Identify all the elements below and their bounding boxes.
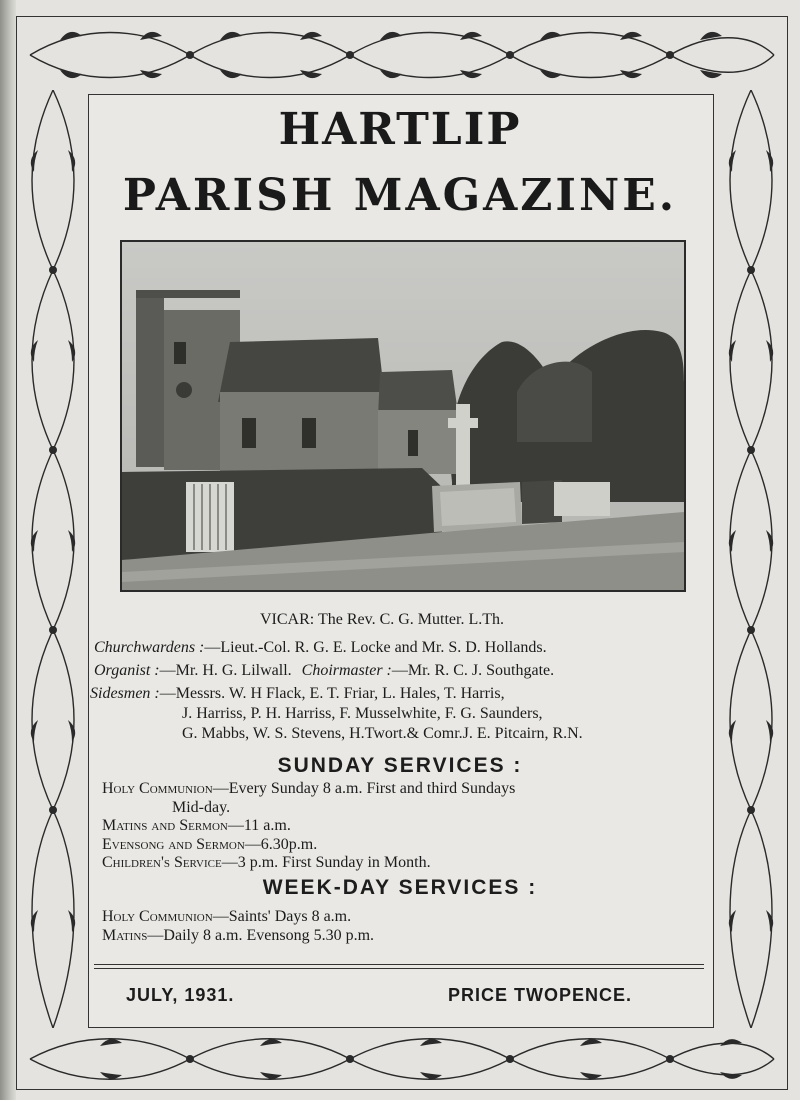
sunday-childrens-service xyxy=(102,854,702,873)
bottom-floral-border xyxy=(20,1028,784,1090)
organist-label: Organist : xyxy=(94,662,160,679)
parish-officers xyxy=(90,610,710,744)
church-photograph xyxy=(120,240,686,592)
choirmaster-name: —Mr. R. C. J. Southgate. xyxy=(391,662,555,679)
weekday-services-list xyxy=(102,908,702,945)
sunday-services-heading: SUNDAY SERVICES : xyxy=(277,754,523,777)
weekday-matins-times: —Daily 8 a.m. Evensong 5.30 p.m. xyxy=(147,926,375,944)
weekday-hc-label: Holy Communion xyxy=(102,908,213,925)
sunday-matins-time: —11 a.m. xyxy=(227,817,291,834)
sidesmen-names-1: —Messrs. W. H Flack, E. T. Friar, L. Hales, T. Harris, xyxy=(159,685,505,702)
page-binding-edge xyxy=(0,0,16,1100)
choirmaster-label: Choirmaster : xyxy=(301,662,392,679)
issue-date: JULY, 1931. xyxy=(126,985,235,1005)
vicar-label: VICAR: xyxy=(260,611,315,628)
sidesmen-line-1 xyxy=(90,684,710,704)
weekday-holy-communion xyxy=(102,908,702,927)
churchwardens-line xyxy=(94,638,710,658)
masthead-title-line1: HARTLIP xyxy=(278,104,522,155)
sunday-holy-communion xyxy=(102,780,702,799)
childrens-service-label: Children's Service xyxy=(102,854,222,871)
churchwardens-names: —Lieut.-Col. R. G. E. Locke and Mr. S. D. Hollands. xyxy=(204,639,547,656)
organist-line xyxy=(94,661,710,681)
price: PRICE TWOPENCE. xyxy=(448,985,633,1005)
sunday-hc-label: Holy Communion xyxy=(102,780,213,797)
top-floral-border xyxy=(20,20,784,90)
sunday-evensong-label: Evensong and Sermon xyxy=(102,835,245,853)
sunday-services-list xyxy=(102,780,702,873)
sunday-hc-times: —Every Sunday 8 a.m. First and third Sundays xyxy=(212,780,516,797)
weekday-services-heading: WEEK-DAY SERVICES : xyxy=(262,876,538,899)
weekday-matins xyxy=(102,927,702,946)
sunday-evensong xyxy=(102,836,702,855)
sunday-matins xyxy=(102,817,702,836)
organist-name: —Mr. H. G. Lilwall. xyxy=(159,662,292,679)
churchwardens-label: Churchwardens : xyxy=(94,639,205,656)
masthead-title-line2: PARISH MAGAZINE. xyxy=(122,170,678,221)
weekday-hc-time: —Saints' Days 8 a.m. xyxy=(212,908,352,925)
childrens-service-time: —3 p.m. First Sunday in Month. xyxy=(221,854,431,871)
sidesmen-label: Sidesmen : xyxy=(90,685,160,702)
sunday-hc-midday: Mid-day. xyxy=(172,798,231,816)
sunday-evensong-time: —6.30p.m. xyxy=(244,835,318,853)
sunday-matins-label: Matins and Sermon xyxy=(102,817,228,834)
sidesmen-line-3: G. Mabbs, W. S. Stevens, H.Twort.& Comr.J. E. Pitcairn, R.N. xyxy=(182,725,583,742)
footer-rule-lower xyxy=(94,968,704,969)
vicar-name: The Rev. C. G. Mutter. L.Th. xyxy=(317,611,504,628)
weekday-matins-label: Matins xyxy=(102,926,148,944)
sidesmen-line-2: J. Harriss, P. H. Harriss, F. Musselwhite, F. G. Saunders, xyxy=(182,705,543,722)
vicar-line xyxy=(94,610,710,630)
footer-rule-upper xyxy=(94,964,704,965)
